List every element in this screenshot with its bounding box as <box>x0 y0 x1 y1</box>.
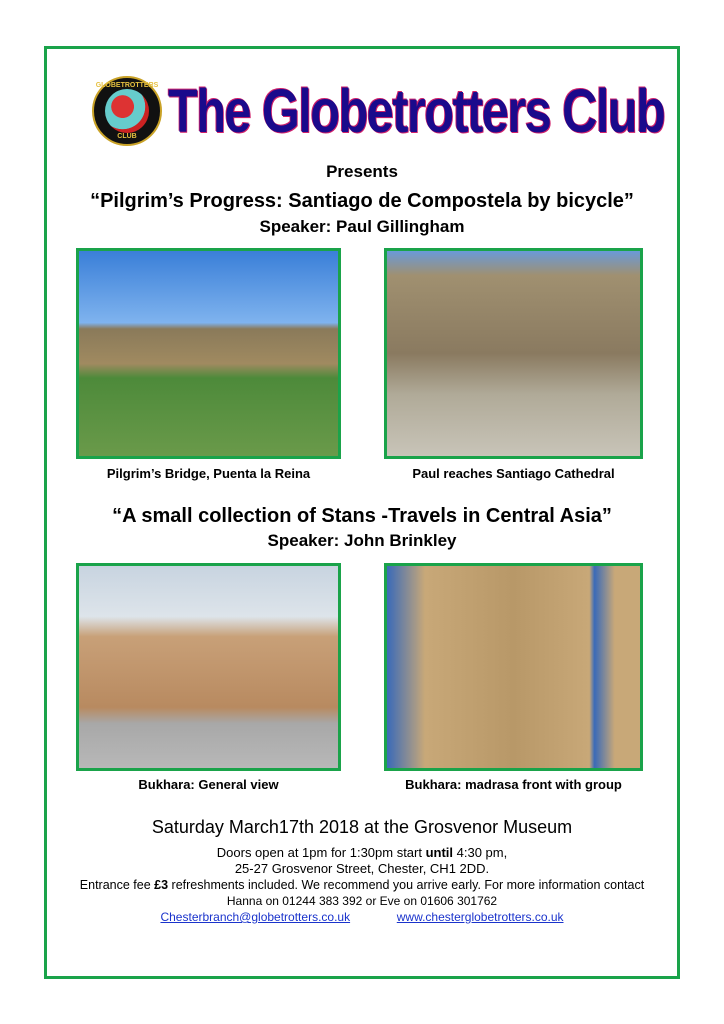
doors-text: Doors open at 1pm for 1:30pm start <box>216 845 426 860</box>
website-link[interactable]: www.chesterglobetrotters.co.uk <box>396 910 564 924</box>
club-logo <box>92 76 162 146</box>
logo-text-bottom: CLUB <box>117 133 137 140</box>
fee-line <box>44 877 680 893</box>
photo-santiago-cathedral <box>384 248 643 459</box>
photo-bukhara-general <box>76 563 341 771</box>
photo-bukhara-madrasa <box>384 563 643 771</box>
fee-amount: £3 <box>154 878 169 892</box>
event-date: Saturday March17th 2018 at the Grosvenor Museum <box>151 817 573 837</box>
caption-bukhara-general: Bukhara: General view <box>138 777 279 792</box>
fee-end: refreshments included. We recommend you arrive early. For more information contact <box>168 878 645 892</box>
caption-bukhara-madrasa: Bukhara: madrasa front with group <box>405 777 622 792</box>
caption-santiago-cathedral: Paul reaches Santiago Cathedral <box>412 466 615 481</box>
globe-icon <box>105 89 149 133</box>
contacts-line: Hanna on 01244 383 392 or Eve on 01606 301762 <box>226 894 498 908</box>
doors-end: 4:30 pm, <box>453 845 508 860</box>
fee-text: Entrance fee <box>79 878 155 892</box>
club-title: The Globetrotters Club <box>168 77 665 145</box>
caption-pilgrims-bridge: Pilgrim’s Bridge, Puenta la Reina <box>106 466 311 481</box>
talk1-title: “Pilgrim’s Progress: Santiago de Compostela by bicycle” <box>90 190 634 212</box>
talk1-speaker: Speaker: Paul Gillingham <box>259 217 465 236</box>
talk2-title: “A small collection of Stans -Travels in Central Asia” <box>112 505 612 527</box>
event-details <box>44 845 680 925</box>
address-line: 25-27 Grosvenor Street, Chester, CH1 2DD. <box>234 861 490 876</box>
presents-label: Presents <box>326 162 398 181</box>
talk2-speaker: Speaker: John Brinkley <box>267 531 457 550</box>
email-link[interactable]: Chesterbranch@globetrotters.co.uk <box>160 910 351 924</box>
doors-bold: until <box>425 845 454 860</box>
links-line <box>44 909 680 925</box>
doors-line <box>44 845 680 861</box>
photo-pilgrims-bridge <box>76 248 341 459</box>
logo-text-top: GLOBETROTTERS <box>95 82 159 89</box>
